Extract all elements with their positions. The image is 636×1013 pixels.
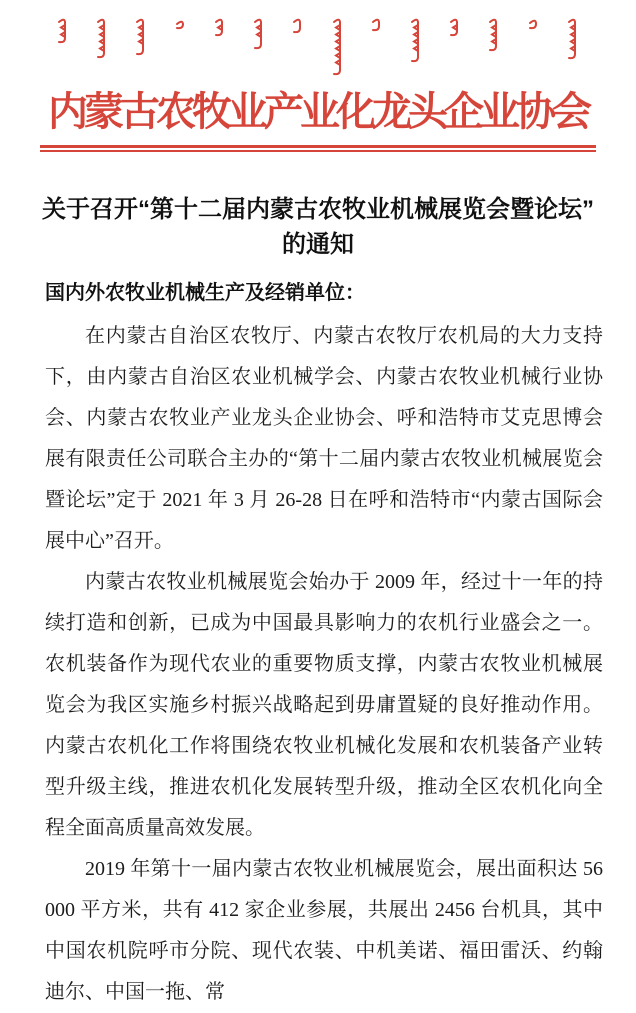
letterhead <box>0 17 636 152</box>
paragraph-3: 2019 年第十一届内蒙古农牧业机械展览会，展出面积达 56000 平方米，共有 412 家企业参展，共展出 2456 台机具，其中中国农机院呼市分院、现代农装、中机美诺、福田雷沃、约翰迪尔、中国一拖、常 <box>45 857 603 1003</box>
mongolian-word-glyph <box>95 17 111 59</box>
mongolian-word <box>448 17 464 42</box>
mongolian-script-row <box>0 17 636 79</box>
mongolian-word-glyph <box>213 17 229 37</box>
letterhead-rule-thick <box>40 145 596 148</box>
mongolian-word <box>213 17 229 42</box>
mongolian-word-glyph <box>331 17 347 76</box>
notice-body <box>45 316 603 1013</box>
mongolian-word <box>174 17 190 35</box>
mongolian-word <box>56 17 72 49</box>
notice-title <box>0 192 636 262</box>
mongolian-word <box>331 17 347 81</box>
letterhead-rule <box>40 145 596 152</box>
org-name-title: 内蒙古农牧业产业化龙头企业协会 <box>48 89 588 134</box>
mongolian-word <box>252 17 268 55</box>
salutation: 国内外农牧业机械生产及经销单位： <box>45 281 365 304</box>
mongolian-word-glyph <box>174 19 190 30</box>
notice-document-page <box>0 17 636 1003</box>
mongolian-word <box>409 17 425 68</box>
notice-title-line1: 关于召开“第十二届内蒙古农牧业机械展览会暨论坛” <box>42 195 594 223</box>
mongolian-word <box>291 17 307 39</box>
mongolian-word <box>134 17 150 61</box>
mongolian-word <box>95 17 111 64</box>
mongolian-word-glyph <box>252 17 268 50</box>
mongolian-word-glyph <box>134 17 150 56</box>
mongolian-word-glyph <box>409 17 425 63</box>
mongolian-word <box>566 17 582 65</box>
mongolian-word-glyph <box>487 17 503 52</box>
notice-title-line2: 的通知 <box>282 230 354 258</box>
mongolian-word-glyph <box>370 17 386 32</box>
mongolian-word-glyph <box>527 18 543 30</box>
paragraph-2: 内蒙古农牧业机械展览会始办于 2009 年，经过十一年的持续打造和创新，已成为中国最具影响力的农机行业盛会之一。农机装备作为现代农业的重要物质支撑，内蒙古农牧业机械展览会为我区实施乡村振兴战略起到毋庸置疑的良好推动作用。内蒙古农机化工作将围绕农牧业机械化发展和农机装备产业转型升级主线，推进农机化发展转型升级，推动全区农机化向全程全面高质量高效发展。 <box>45 570 603 839</box>
paragraph-1: 在内蒙古自治区农牧厅、内蒙古农牧厅农机局的大力支持下，由内蒙古自治区农业机械学会、内蒙古农牧业机械行业协会、内蒙古农牧业产业龙头企业协会、呼和浩特市艾克思博会展有限责任公司联合主办的“第十二届内蒙古农牧业机械展览会暨论坛”定于 2021 年 3 月 26-28 日在呼和浩特市“内蒙古国际会展中心”召开。 <box>45 324 603 552</box>
mongolian-word-glyph <box>448 17 464 37</box>
mongolian-word-glyph <box>566 17 582 60</box>
mongolian-word-glyph <box>291 17 307 34</box>
letterhead-rule-thin <box>40 150 596 152</box>
mongolian-word <box>370 17 386 37</box>
mongolian-word <box>487 17 503 57</box>
mongolian-word <box>527 17 543 35</box>
mongolian-word-glyph <box>56 17 72 44</box>
